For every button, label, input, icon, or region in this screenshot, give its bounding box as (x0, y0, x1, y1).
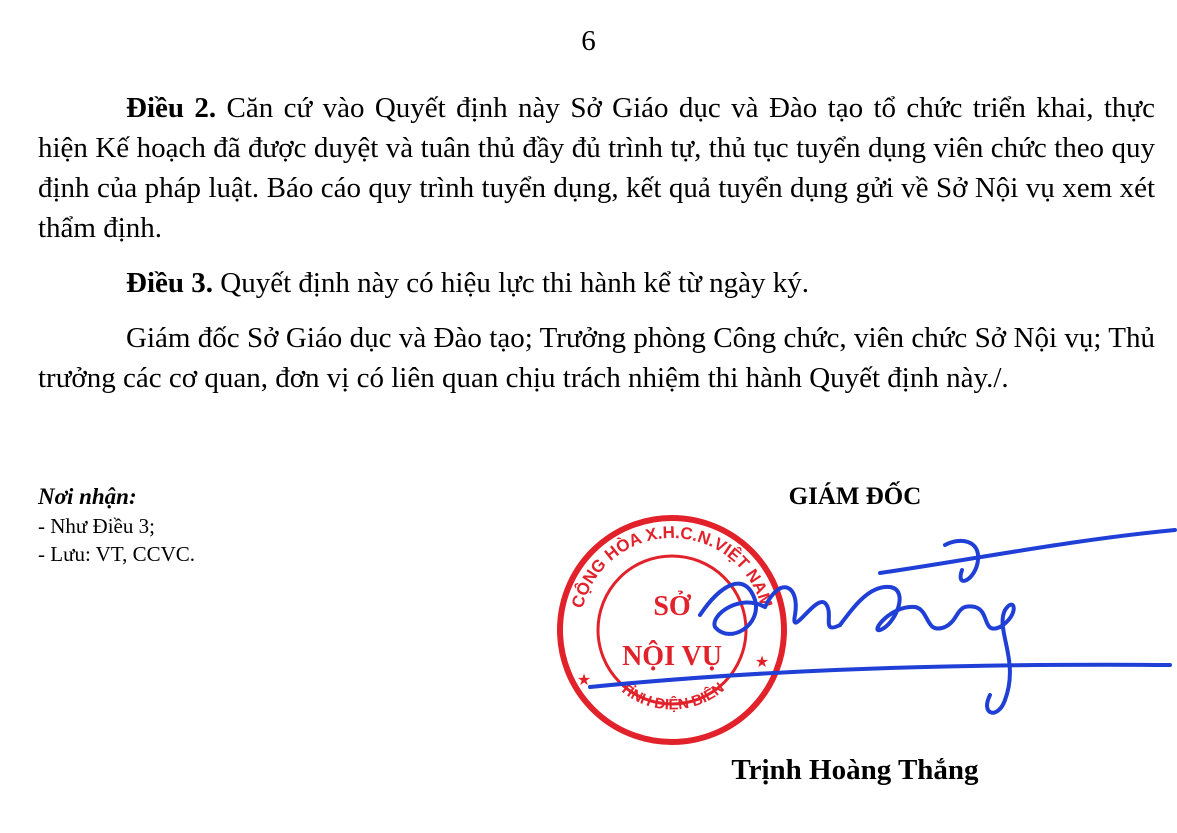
recipient-item: - Lưu: VT, CCVC. (38, 542, 196, 566)
article-3 (38, 263, 1155, 303)
seal-top-arc-text: CỘNG HÒA X.H.C.N.VIỆT NAM (567, 522, 777, 611)
star-icon: ★ (754, 654, 770, 671)
seal-bottom-arc-text: TỈNH ĐIỆN BIÊN (616, 679, 728, 714)
page-number: 6 (581, 25, 596, 57)
article-3-label: Điều 3. (126, 267, 213, 299)
recipients-heading: Nơi nhận: (38, 484, 137, 509)
closing-paragraph: Giám đốc Sở Giáo dục và Đào tạo; Trưởng phòng Công chức, viên chức Sở Nội vụ; Thủ trưởng các cơ quan, đơn vị có liên quan chịu trách nhiệm thi hành Quyết định này./. (38, 322, 1155, 394)
recipients-block (38, 482, 195, 568)
recipient-item: - Như Điều 3; (38, 514, 155, 538)
article-2-label: Điều 2. (126, 92, 217, 124)
signer-title: GIÁM ĐỐC (788, 483, 922, 510)
signer-name: Trịnh Hoàng Thắng (731, 754, 979, 786)
article-3-text: Quyết định này có hiệu lực thi hành kể từ ngày ký. (213, 267, 810, 299)
seal-stamp (560, 518, 784, 742)
star-icon: ★ (576, 672, 592, 689)
article-2 (38, 88, 1155, 248)
seal-and-signature (550, 515, 1177, 755)
seal-center-line2: NỘI VỤ (622, 641, 722, 672)
article-2-text: Căn cứ vào Quyết định này Sở Giáo dục và Đào tạo tổ chức triển khai, thực hiện Kế hoạch đã được duyệt và tuân thủ đầy đủ trình tự, thủ tục tuyển dụng viên chức theo quy định của pháp luật. Báo cáo quy trình tuyển dụng, kết quả tuyển dụng gửi về Sở Nội vụ xem xét thẩm định. (38, 92, 1155, 244)
seal-center-line1: SỞ (653, 591, 691, 622)
decision-body (38, 88, 1155, 398)
